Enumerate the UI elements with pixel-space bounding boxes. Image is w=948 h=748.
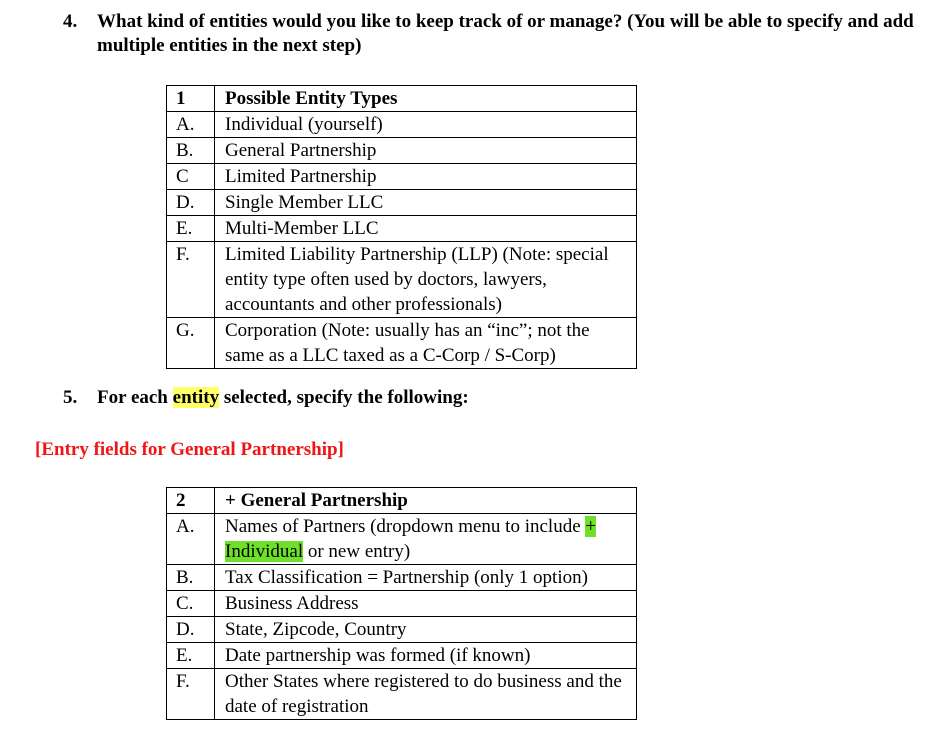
row-text <box>215 514 637 565</box>
question-5-text-before: For each <box>97 387 173 408</box>
highlighted-individual: + Individual <box>225 516 597 562</box>
table-title: Possible Entity Types <box>215 86 637 112</box>
question-5-text <box>97 386 469 410</box>
table-row <box>167 514 637 565</box>
row-letter: A. <box>167 514 215 565</box>
row-text: Business Address <box>215 591 637 617</box>
table-row <box>167 190 637 216</box>
row-text: Limited Liability Partnership (LLP) (Note: special entity type often used by doctors, lawyers, accountants and other professionals) <box>215 242 637 318</box>
row-text-after: or new entry) <box>303 541 411 562</box>
row-text: Multi-Member LLC <box>215 216 637 242</box>
table-row <box>167 591 637 617</box>
table-header-row <box>167 488 637 514</box>
table-row <box>167 138 637 164</box>
table-row <box>167 318 637 369</box>
question-4-text: What kind of entities would you like to keep track of or manage? (You will be able to specify and add multiple entities in the next step) <box>97 11 914 56</box>
table-header-row <box>167 86 637 112</box>
row-letter: F. <box>167 242 215 318</box>
row-text: General Partnership <box>215 138 637 164</box>
table-row <box>167 242 637 318</box>
table-number: 2 <box>167 488 215 514</box>
row-text: Individual (yourself) <box>215 112 637 138</box>
row-text: State, Zipcode, Country <box>215 617 637 643</box>
question-5 <box>63 386 763 412</box>
entry-fields-note: [Entry fields for General Partnership] <box>35 439 344 460</box>
table-title: + General Partnership <box>215 488 637 514</box>
row-text: Tax Classification = Partnership (only 1 option) <box>215 565 637 591</box>
row-letter: B. <box>167 138 215 164</box>
table-row <box>167 643 637 669</box>
row-letter: E. <box>167 216 215 242</box>
row-letter: G. <box>167 318 215 369</box>
row-text: Corporation (Note: usually has an “inc”; not the same as a LLC taxed as a C-Corp / S-Corp) <box>215 318 637 369</box>
row-letter: F. <box>167 669 215 720</box>
row-letter: C <box>167 164 215 190</box>
row-letter: D. <box>167 190 215 216</box>
row-letter: D. <box>167 617 215 643</box>
row-letter: B. <box>167 565 215 591</box>
question-5-number: 5. <box>63 387 78 408</box>
question-5-text-after: selected, specify the following: <box>219 387 469 408</box>
table-row <box>167 669 637 720</box>
highlighted-entity-word: entity <box>172 387 220 408</box>
row-letter: E. <box>167 643 215 669</box>
table-row <box>167 112 637 138</box>
table-number: 1 <box>167 86 215 112</box>
row-text: Single Member LLC <box>215 190 637 216</box>
table-row <box>167 565 637 591</box>
question-4 <box>63 10 923 60</box>
row-text: Other States where registered to do business and the date of registration <box>215 669 637 720</box>
row-text: Limited Partnership <box>215 164 637 190</box>
row-letter: C. <box>167 591 215 617</box>
row-text: Date partnership was formed (if known) <box>215 643 637 669</box>
table-row <box>167 164 637 190</box>
row-letter: A. <box>167 112 215 138</box>
table-row <box>167 216 637 242</box>
general-partnership-table <box>166 487 637 720</box>
table-row <box>167 617 637 643</box>
question-4-number: 4. <box>63 11 78 32</box>
row-text-before: Names of Partners (dropdown menu to include <box>225 516 586 537</box>
entity-types-table <box>166 85 637 369</box>
